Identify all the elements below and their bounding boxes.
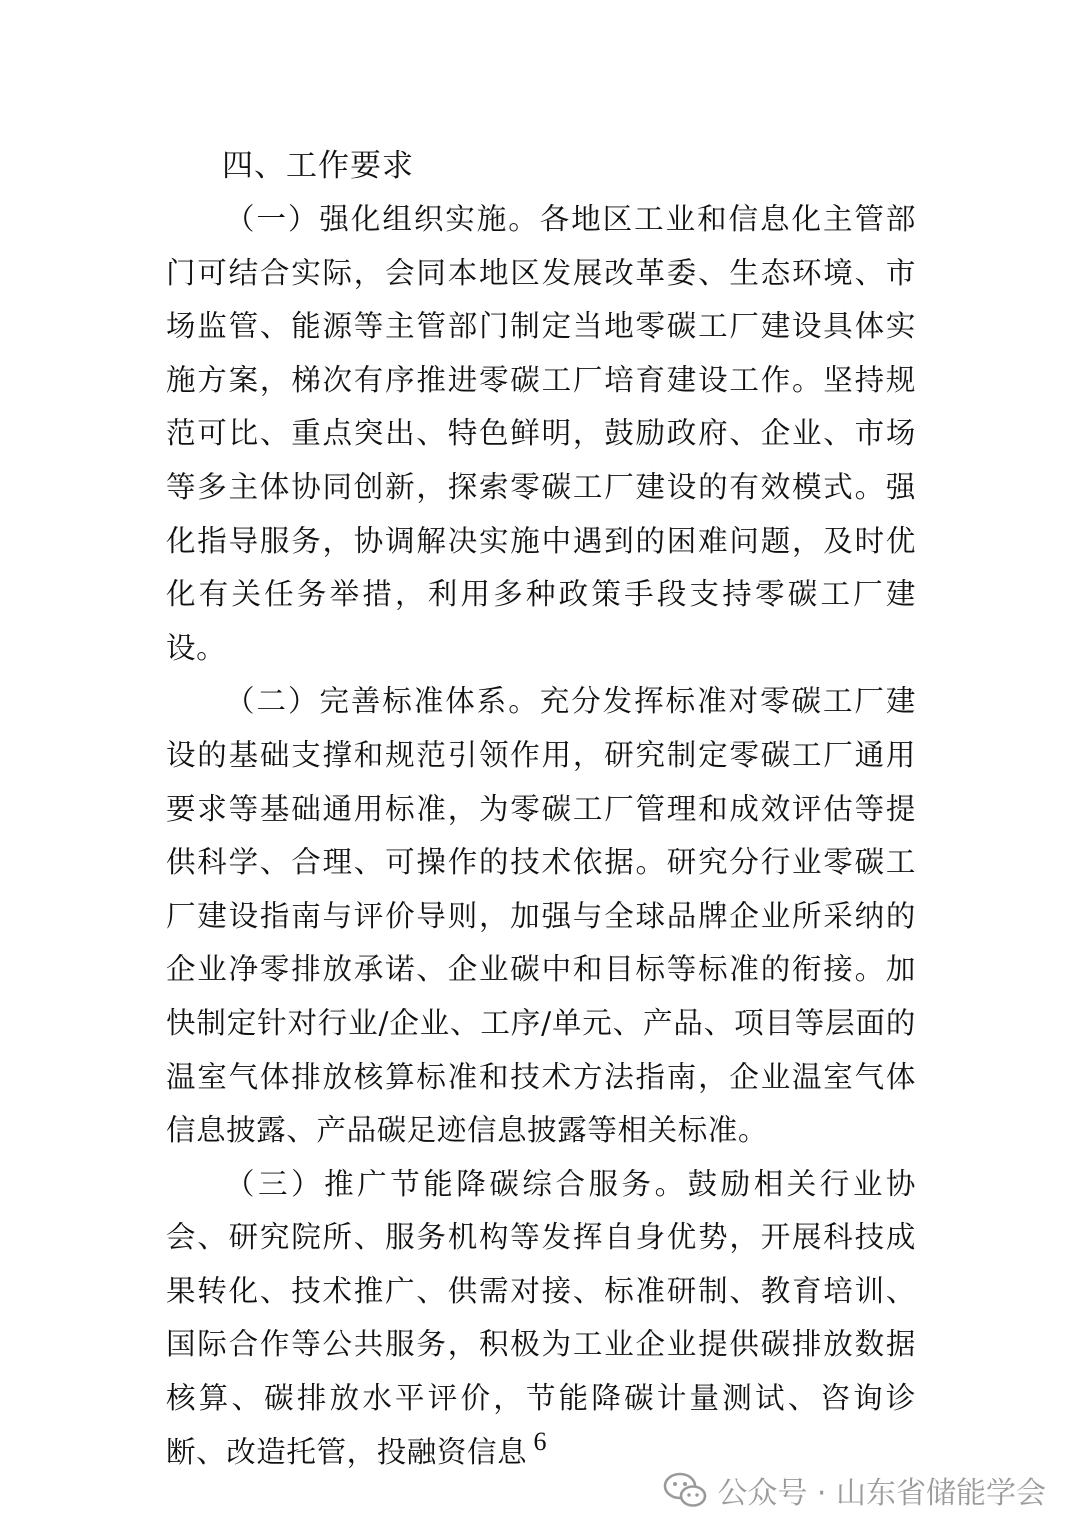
- watermark: [663, 1468, 1046, 1512]
- section-heading: 四、工作要求: [222, 148, 414, 184]
- watermark-text: 公众号 · 山东省储能学会: [717, 1476, 1046, 1511]
- body-text: [166, 193, 916, 1479]
- paragraph-1: [166, 193, 916, 675]
- paragraph-2-text: 充分发挥标准对零碳工厂建设的基础支撑和规范引领作用，研究制定零碳工厂通用要求等基础通用标准，为零碳工厂管理和成效评估等提供科学、合理、可操作的技术依据。研究分行业零碳工厂建设指南与评价导则，加强与全球品牌企业所采纳的企业净零排放承诺、企业碳中和目标等标准的衔接。加快制定针对行业/企业、工序/单元、产品、项目等层面的温室气体排放核算标准和技术方法指南，企业温室气体信息披露、产品碳足迹信息披露等相关标准。: [166, 684, 916, 1148]
- paragraph-3-lead: （三）推广节能降碳综合服务。: [225, 1166, 688, 1201]
- paragraph-2-lead: （二）完善标准体系。: [225, 684, 540, 719]
- paragraph-1-text: 各地区工业和信息化主管部门可结合实际，会同本地区发展改革委、生态环境、市场监管、能源等主管部门制定当地零碳工厂建设具体实施方案，梯次有序推进零碳工厂培育建设工作。坚持规范可比、重点突出、特色鲜明，鼓励政府、企业、市场等多主体协同创新，探索零碳工厂建设的有效模式。强化指导服务，协调解决实施中遇到的困难问题，及时优化有关任务举措，利用多种政策手段支持零碳工厂建设。: [166, 202, 916, 665]
- paragraph-2: [166, 675, 916, 1157]
- paragraph-1-lead: （一）强化组织实施。: [225, 202, 540, 236]
- wechat-icon: [663, 1471, 707, 1509]
- page-number: 6: [533, 1427, 547, 1456]
- paragraph-3-text: 鼓励相关行业协会、研究院所、服务机构等发挥自身优势，开展科技成果转化、技术推广、供需对接、标准研制、教育培训、国际合作等公共服务，积极为工业企业提供碳排放数据核算、碳排放水平评价，节能降碳计量测试、咨询诊断、改造托管，投融资信息: [166, 1166, 916, 1469]
